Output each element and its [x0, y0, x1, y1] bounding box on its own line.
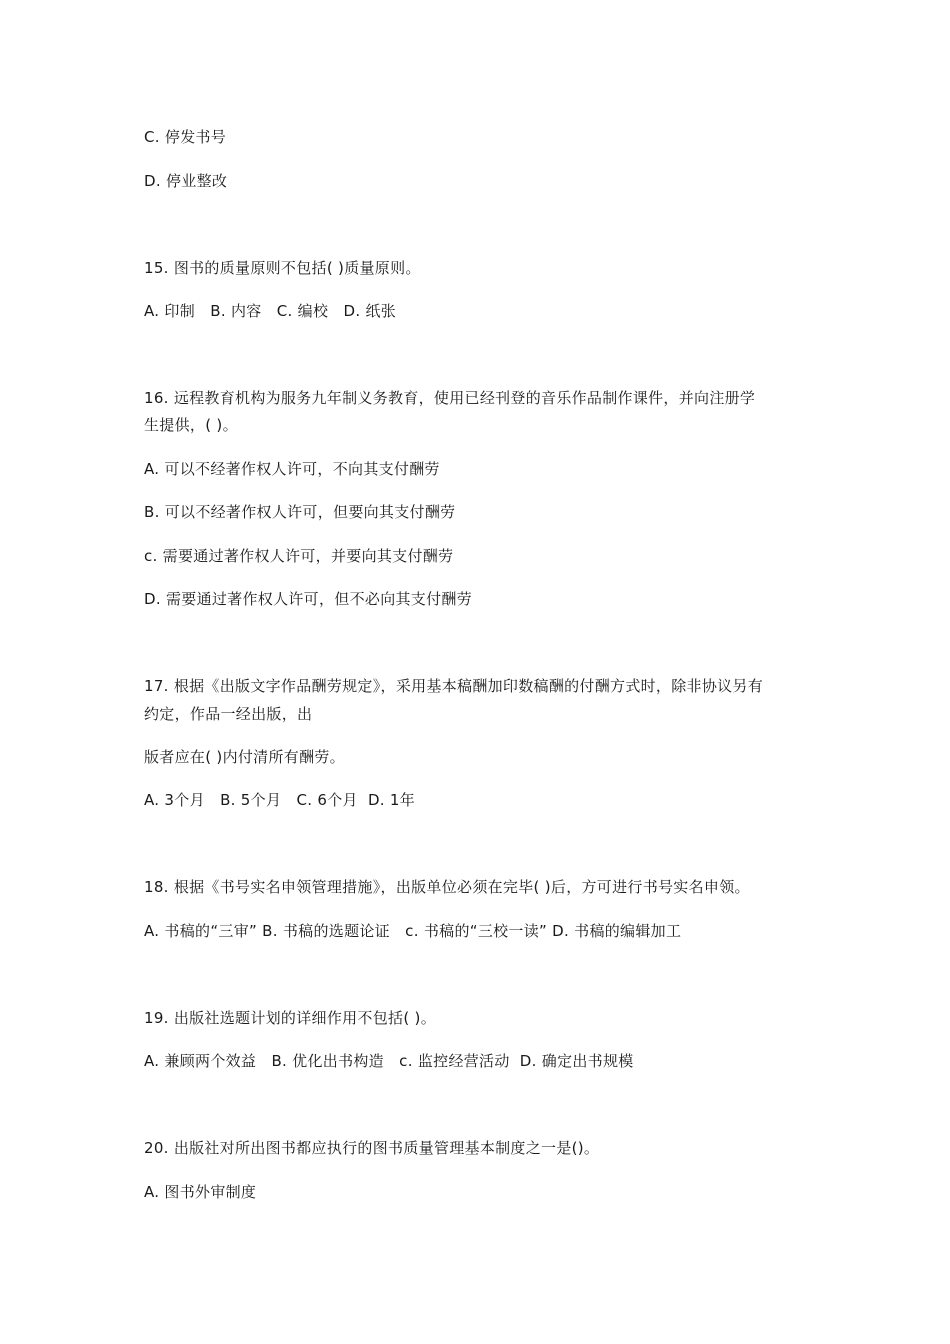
question-16-option-a: A. 可以不经著作权人许可，不向其支付酬劳 [144, 460, 440, 478]
question-15: 15. 图书的质量原则不包括( )质量原则。 [144, 259, 421, 277]
option-d-suspend-business: D. 停业整改 [144, 172, 228, 190]
question-20-option-a: A. 图书外审制度 [144, 1183, 257, 1201]
question-17-line-1: 17. 根据《出版文字作品酬劳规定》，采用基本稿酬加印数稿酬的付酬方式时，除非协议另有 [144, 677, 764, 695]
question-15-options: A. 印制 B. 内容 C. 编校 D. 纸张 [144, 302, 397, 320]
question-17-line-3: 版者应在( )内付清所有酬劳。 [144, 748, 345, 766]
question-16-line-2: 生提供，( )。 [144, 416, 238, 434]
question-18-options: A. 书稿的“三审” B. 书稿的选题论证 c. 书稿的“三校一读” D. 书稿的编辑加工 [144, 922, 682, 940]
question-16-line-1: 16. 远程教育机构为服务九年制义务教育，使用已经刊登的音乐作品制作课件，并向注册学 [144, 389, 756, 407]
question-16-option-c: c. 需要通过著作权人许可，并要向其支付酬劳 [144, 547, 454, 565]
question-19-options: A. 兼顾两个效益 B. 优化出书构造 c. 监控经营活动 D. 确定出书规模 [144, 1052, 634, 1070]
question-16-option-b: B. 可以不经著作权人许可，但要向其支付酬劳 [144, 503, 456, 521]
question-17-options: A. 3个月 B. 5个月 C. 6个月 D. 1年 [144, 791, 416, 809]
option-c-stop-isbn: C. 停发书号 [144, 128, 227, 146]
question-18: 18. 根据《书号实名申领管理措施》，出版单位必须在完毕( )后，方可进行书号实名申领。 [144, 878, 750, 896]
question-16-option-d: D. 需要通过著作权人许可，但不必向其支付酬劳 [144, 590, 472, 608]
question-20: 20. 出版社对所出图书都应执行的图书质量管理基本制度之一是()。 [144, 1139, 600, 1157]
question-19: 19. 出版社选题计划的详细作用不包括( )。 [144, 1009, 436, 1027]
question-17-line-2: 约定，作品一经出版，出 [144, 705, 313, 723]
